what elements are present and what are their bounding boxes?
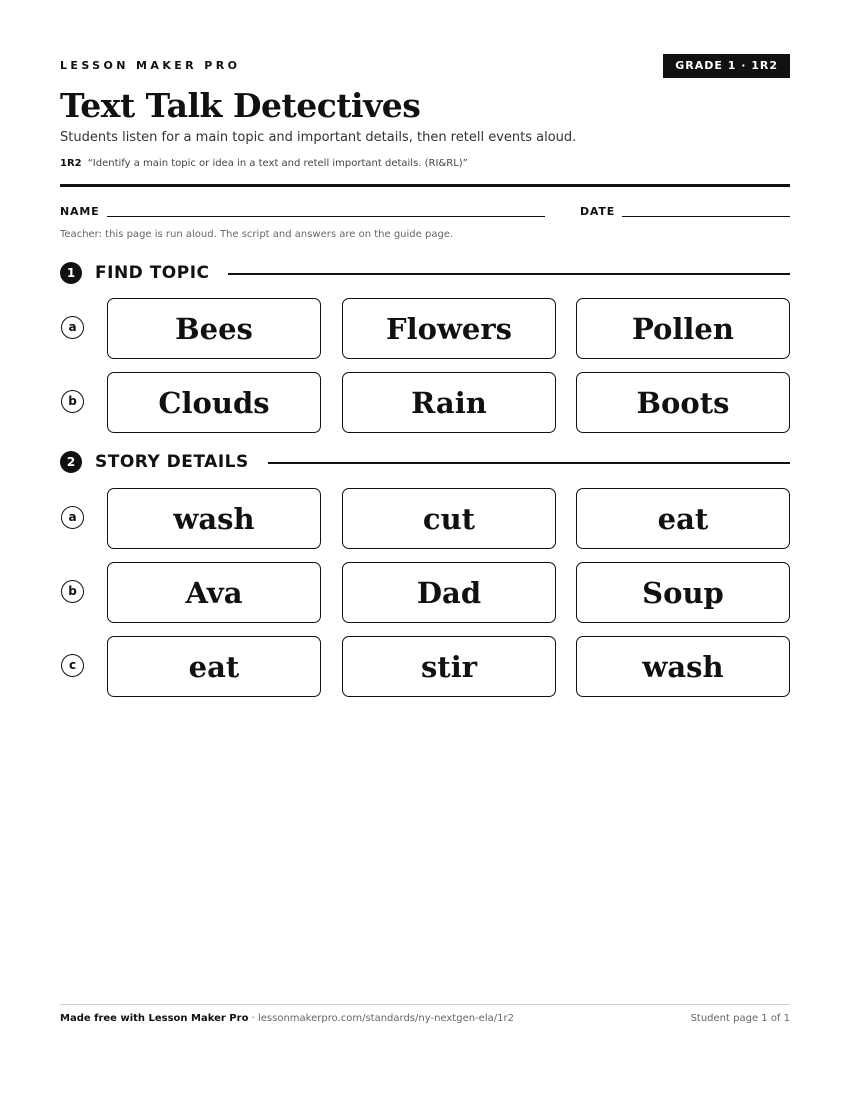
word-choice[interactable]: eat bbox=[576, 488, 790, 549]
row-letter: a bbox=[61, 316, 84, 339]
date-label: DATE bbox=[580, 205, 616, 218]
section-rule bbox=[268, 462, 790, 464]
page-title: Text Talk Detectives bbox=[60, 86, 421, 125]
word-choice[interactable]: wash bbox=[107, 488, 321, 549]
section-rule bbox=[228, 273, 790, 275]
answer-row bbox=[60, 636, 790, 698]
word-choice[interactable]: eat bbox=[107, 636, 321, 697]
word-choice[interactable]: Bees bbox=[107, 298, 321, 359]
word-choice[interactable]: wash bbox=[576, 636, 790, 697]
footer-page-number: Student page 1 of 1 bbox=[690, 1013, 790, 1024]
section-number: 1 bbox=[60, 262, 82, 284]
page-subtitle: Students listen for a main topic and important details, then retell events aloud. bbox=[60, 130, 577, 145]
row-letter: b bbox=[61, 390, 84, 413]
date-field[interactable] bbox=[622, 216, 790, 217]
footer-made-with: Made free with Lesson Maker Pro bbox=[60, 1013, 249, 1024]
row-letter: a bbox=[61, 506, 84, 529]
footer-credit bbox=[60, 1013, 514, 1024]
standard-text: “Identify a main topic or idea in a text and retell important details. (RI&RL)” bbox=[87, 158, 468, 169]
answer-row bbox=[60, 488, 790, 550]
standard-code: 1R2 bbox=[60, 158, 82, 169]
word-choice[interactable]: cut bbox=[342, 488, 556, 549]
brand-name: LESSON MAKER PRO bbox=[60, 59, 241, 72]
footer-separator: · bbox=[248, 1013, 258, 1024]
section-title: FIND TOPIC bbox=[95, 263, 210, 283]
word-choice[interactable]: Flowers bbox=[342, 298, 556, 359]
word-choice[interactable]: Pollen bbox=[576, 298, 790, 359]
worksheet-page bbox=[60, 0, 790, 1100]
word-choice[interactable]: Dad bbox=[342, 562, 556, 623]
standard-line bbox=[60, 158, 468, 169]
section-title: STORY DETAILS bbox=[95, 452, 249, 472]
row-letter: c bbox=[61, 654, 84, 677]
word-choice[interactable]: Boots bbox=[576, 372, 790, 433]
section-number: 2 bbox=[60, 451, 82, 473]
answer-row bbox=[60, 562, 790, 624]
teacher-note: Teacher: this page is run aloud. The script and answers are on the guide page. bbox=[60, 229, 454, 240]
answer-row bbox=[60, 372, 790, 434]
name-label: NAME bbox=[60, 205, 100, 218]
header-divider bbox=[60, 184, 790, 187]
footer-divider bbox=[60, 1004, 790, 1005]
word-choice[interactable]: Ava bbox=[107, 562, 321, 623]
name-field[interactable] bbox=[107, 216, 545, 217]
section-find-topic bbox=[60, 260, 790, 284]
grade-badge: GRADE 1 · 1R2 bbox=[663, 54, 790, 78]
section-story-details bbox=[60, 449, 790, 473]
word-choice[interactable]: stir bbox=[342, 636, 556, 697]
footer-url[interactable]: lessonmakerpro.com/standards/ny-nextgen-ela/1r2 bbox=[257, 1013, 514, 1024]
answer-row bbox=[60, 298, 790, 360]
word-choice[interactable]: Rain bbox=[342, 372, 556, 433]
row-letter: b bbox=[61, 580, 84, 603]
word-choice[interactable]: Clouds bbox=[107, 372, 321, 433]
word-choice[interactable]: Soup bbox=[576, 562, 790, 623]
